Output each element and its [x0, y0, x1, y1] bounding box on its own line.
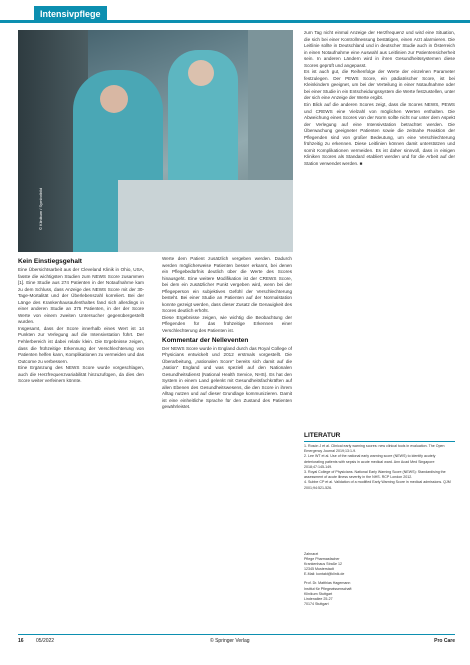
literature-item: 3. Royal College of Physicians. National Early Warning Score (NEWS): Standardising the assessment of acute illness severity in the NHS. RCP London 2012.: [304, 470, 446, 480]
literature-item: 4. Subbe CP et al. Validation of a modified Early Warning Score in medical admissions. QJM 2001;94:521-526.: [304, 480, 451, 490]
issue-number: 05/2022: [36, 638, 55, 644]
paragraph: Eine Übersichtsarbeit aus der Cleveland Klinik in Ohio, USA, fasste die wichtigsten Studien zum NEWS Score zusammen [1]. Eine Studie aus 274 Patienten in der Notaufnahme kam zu dem Schluss, dass Anzeige des NEWS Score mit der 30-Tage-Mortalität und der Überlebenszahl korreliert. Bei der Länge des Krankenhausaufenthaltes fand sich allerdings in einer anderen Studie an 375 Patienten, in der der Score Werte von einem zweiten Untersucher gegenübergestellt wurden.: [18, 267, 144, 325]
paragraph: Insgesamt, dass der Score innerhalb eines Wert ist 14 Punkten zur Verlegung auf die Intensivstation führt. Der Fehlerbereich ist dabei relativ klein. Die Ergebnisse zeigen, dass die frühzeitige Erkennung der Verschlechterung von Patienten helfen kann, Komplikationen zu vermeiden und das Outcome zu verbessern.: [18, 325, 144, 364]
literature-list: [304, 444, 455, 491]
text-column-1: [18, 256, 144, 626]
publisher: © Springer Verlag: [210, 638, 250, 644]
footer-rule: [18, 634, 455, 635]
paragraph: Diese Ergebnisse zeigen, wie wichtig die Beobachtung der Pflegenden für das frühzeitige Erkennen einer Verschlechterung des Patienten ist.: [162, 314, 292, 334]
paragraph: Es ist auch gut, die Reihenfolge der Werte der einzelnen Parameter festzulegen. Der PEWS Score, ein pädiatrischer Score, ist bei Kleinkindern geeignet, um bei der Verteilung in einer Notaufnahme oder bei einer Studie in ein Entscheidungssystem die Werte festzustellen, unter der sich eine Anzeige der Werte ergibt.: [304, 69, 455, 101]
text-column-2: [162, 256, 292, 626]
literature-item: 2. Lee WT et al. Use of the national early warning score (NEWS) to identify acutely deteriorating patients with sepsis in acute medical ward. Ann Acad Med Singapore 2018;47:145-149.: [304, 454, 436, 469]
section-header: [0, 0, 470, 26]
contact-info: [304, 552, 455, 611]
literature-rule: [304, 441, 455, 442]
page-number: 16: [18, 638, 24, 644]
paragraph: Eine Ergänzung des NEWS Score wurde vorgeschlagen, auch die Herzfrequenzvariabilität hinzuzufügen, da dies den Score weiter verfeinern könnte.: [18, 365, 144, 384]
paragraph: Werte dem Patient zusätzlich vergeben werden. Dadurch werden möglicherweise Patienten besser erkannt, bei denen ein Pflegebedürfnis deutlich über die Werte des Scores hinausgeht. Eine weitere Modifikation ist der CREWS Score, bei dem ein zusätzlicher Punkt vergeben wird, wenn bei der Pflegeperson ein subjektives Gefühl der Verschlechterung besteht. Bei einer Studie an Patienten auf der Normalstation konnte gezeigt werden, dass dieser Zusatz die Genauigkeit des Scores deutlich erhöht.: [162, 256, 292, 314]
paragraph: Ein Blick auf die anderen Scores zeigt, dass die Scores NEWS, PEWS und CREWS eine Vielzahl von möglichen Werten enthalten. Die Abweichung eines Scores von der Norm sollte nicht nur unter dem Aspekt der Verlegung auf eine Intensivstation betrachtet werden. Die Überwachung geeigneter Patienten sowie die zeitnahe Reaktion der Pflegenden sind von großer Bedeutung, um eine Verschlechterung frühzeitig zu erkennen. Diese Leitlinien können damit unterstützen und somit Komplikationen vermeiden. Es ist daher sinnvoll, dass in einigen Kliniken Scores als Standard etabliert werden und für die Arbeit auf der Station verwendet werden. ■: [304, 102, 455, 166]
contact-block: Zahnarzt Pflege Pharmasfacher Krankenhaus Straße 12 12345 Musterstadt E-Mail: kontakt@klinik.de: [304, 552, 345, 577]
magazine-name: Pro Care: [434, 638, 455, 644]
subheading: Kein Einstiegsgehalt: [18, 258, 82, 265]
literature-item: 1. Rosón J et al. Clinical early warning scores: new clinical tools in evaluation. The Open Emergency Journal 2019;13:1-9.: [304, 444, 445, 454]
subheading: Kommentar der Nelleventen: [162, 336, 249, 344]
photo-credit: © Klinikum / Symbolbild: [38, 187, 43, 230]
paragraph: Der NEWS Score wurde in England durch das Royal College of Physicians entwickelt und 2012 erstmals vorgestellt. Die Überarbeitung, „nationalen Score“ bereits sich damit auf die „Nation“ England und was speziell auf den Nationalen Gesundheitsdienst (National Health Service, NHS). Es hat den System in einem Land gelenkt mit Gesundheitsfachkräften auf allen Ebenen des Gesundheitswesens, die den Score in ihrem Alltag nutzen und auf dieser Grundlage kommunizieren. Damit ist eine einheitliche Sprache für den Zustand des Patienten gewährleistet.: [162, 345, 292, 410]
section-title: Intensivpflege: [34, 6, 107, 22]
paragraph: zum Tag nicht einmal Anzeige der Herzfrequenz und wird eine Situation, die sich bei einer Kontrollmessung bestätigen, einen Arzt alarmieren. Die Leitlinie sollte in Deutschland und in deutscher Studie auch in Österreich in einen Notaufnahme eine Auswahl aus Leitlinien zur Patientensicherheit sein. In anderen Ländern wird in ihren Gesundheitssystemen diese Scores geprüft und angepasst.: [304, 30, 455, 68]
literature-title: LITERATUR: [304, 432, 341, 439]
contact-block: Prof. Dr. Matthias Hagemann Institut für Pflegewissenschaft Klinikum Stuttgart Lindenallee 25-27 70174 Stuttgart: [304, 581, 352, 606]
text-column-3: [304, 30, 455, 426]
article-photo: [18, 30, 293, 252]
